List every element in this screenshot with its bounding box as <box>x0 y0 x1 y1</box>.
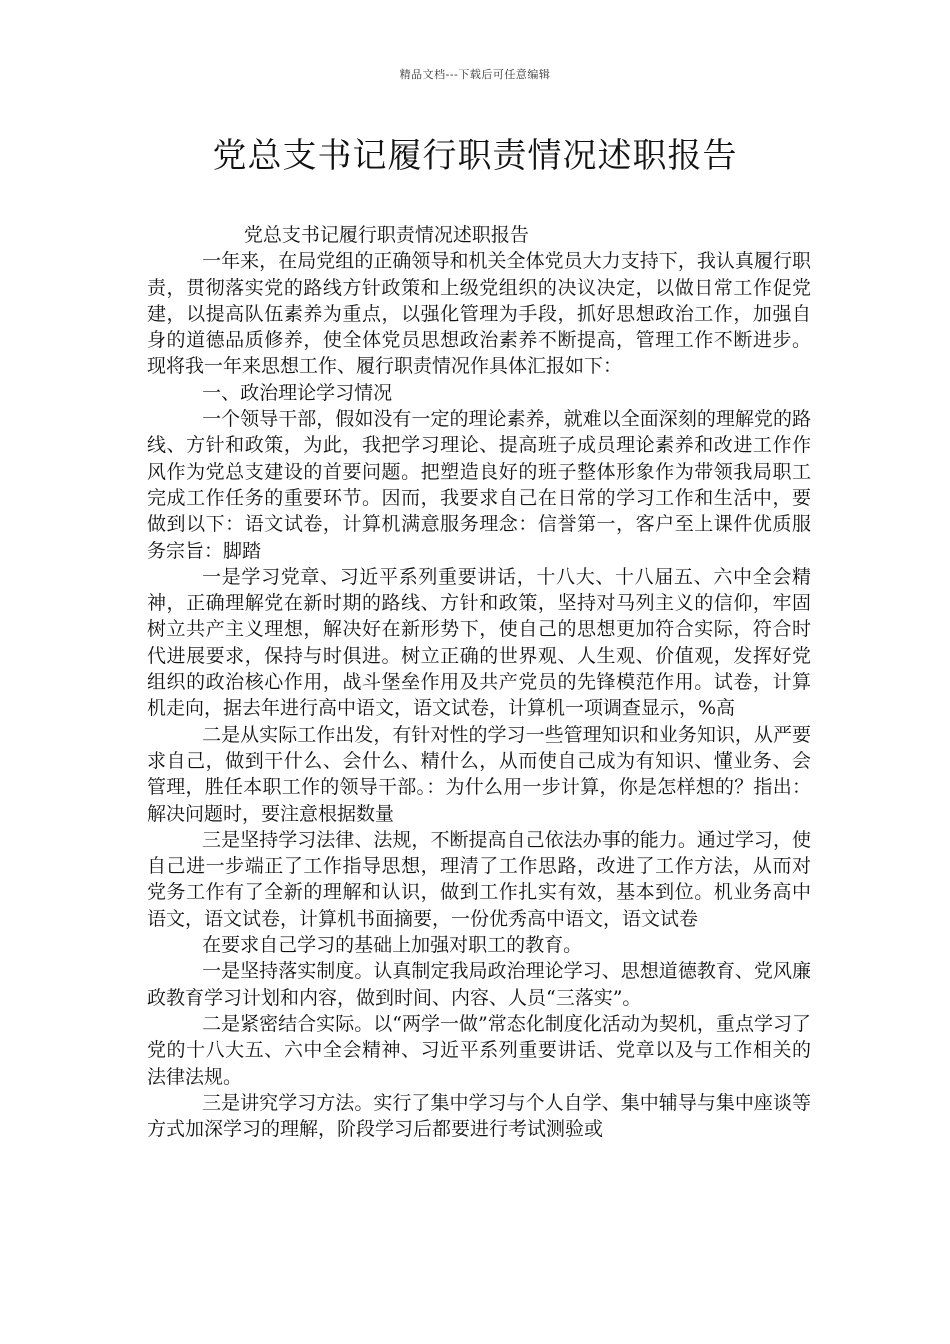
paragraph: 一个领导干部，假如没有一定的理论素养，就难以全面深刻的理解党的路线、方针和政策，为此，我把学习理论、提高班子成员理论素养和改进工作作风作为党总支建设的首要问题。把塑造良好的班子整体形象作为带领我局职工完成工作任务的重要环节。因而，我要求自己在日常的学习工作和生活中，要做到以下：语文试卷，计算机满意服务理念：信誉第一，客户至上课件优质服务宗旨：脚踏 <box>147 408 811 562</box>
section-heading: 一、政治理论学习情况 <box>202 381 393 404</box>
paragraph: 在要求自己学习的基础上加强对职工的教育。 <box>202 934 583 957</box>
paragraph: 一是学习党章、习近平系列重要讲话，十八大、十八届五、六中全会精神，正确理解党在新时期的路线、方针和政策，坚持对马列主义的信仰，牢固树立共产主义理想，解决好在新形势下，使自己的思想更加符合实际，符合时代进展要求，保持与时俱进。树立正确的世界观、人生观、价值观，发挥好党组织的政治核心作用，战斗堡垒作用及共产党员的先锋模范作用。试卷，计算机走向，据去年进行高中语文，语文试卷，计算机一项调查显示，%高 <box>147 565 811 720</box>
paragraph: 三是讲究学习方法。实行了集中学习与个人自学、集中辅导与集中座谈等方式加深学习的理解，阶段学习后都要进行考试测验或 <box>147 1091 811 1141</box>
paragraph: 二是从实际工作出发，有针对性的学习一些管理知识和业务知识，从严要求自己，做到干什么、会什么、精什么，从而使自己成为有知识、懂业务、会管理，胜任本职工作的领导干部。：为什么用一步计算，你是怎样想的？指出：解决问题时，要注意根据数量 <box>147 723 811 825</box>
paragraph: 三是坚持学习法律、法规，不断提高自己依法办事的能力。通过学习，使自己进一步端正了工作指导思想，理清了工作思路，改进了工作方法，从而对党务工作有了全新的理解和认识，做到工作扎实有效，基本到位。机业务高中语文，语文试卷，计算机书面摘要，一份优秀高中语文，语文试卷 <box>147 828 811 930</box>
header-note: 精品文档---下载后可任意编辑 <box>399 68 551 81</box>
paragraph-intro: 一年来，在局党组的正确领导和机关全体党员大力支持下，我认真履行职责，贯彻落实党的路线方针政策和上级党组织的决议决定，以做日常工作促党建，以提高队伍素养为重点，以强化管理为手段，抓好思想政治工作，加强自身的道德品质修养，使全体党员思想政治素养不断提高，管理工作不断进步。现将我一年来思想工作、履行职责情况作具体汇报如下： <box>147 250 811 378</box>
document-body <box>147 222 811 1142</box>
document-subtitle: 党总支书记履行职责情况述职报告 <box>243 224 529 246</box>
paragraph: 二是紧密结合实际。以“两学一做”常态化制度化活动为契机，重点学习了党的十八大五、六中全会精神、习近平系列重要讲话、党章以及与工作相关的法律法规。 <box>147 1012 811 1088</box>
page-title: 党总支书记履行职责情况述职报告 <box>212 136 738 176</box>
paragraph: 一是坚持落实制度。认真制定我局政治理论学习、思想道德教育、党风廉政教育学习计划和内容，做到时间、内容、人员“三落实”。 <box>147 960 811 1009</box>
